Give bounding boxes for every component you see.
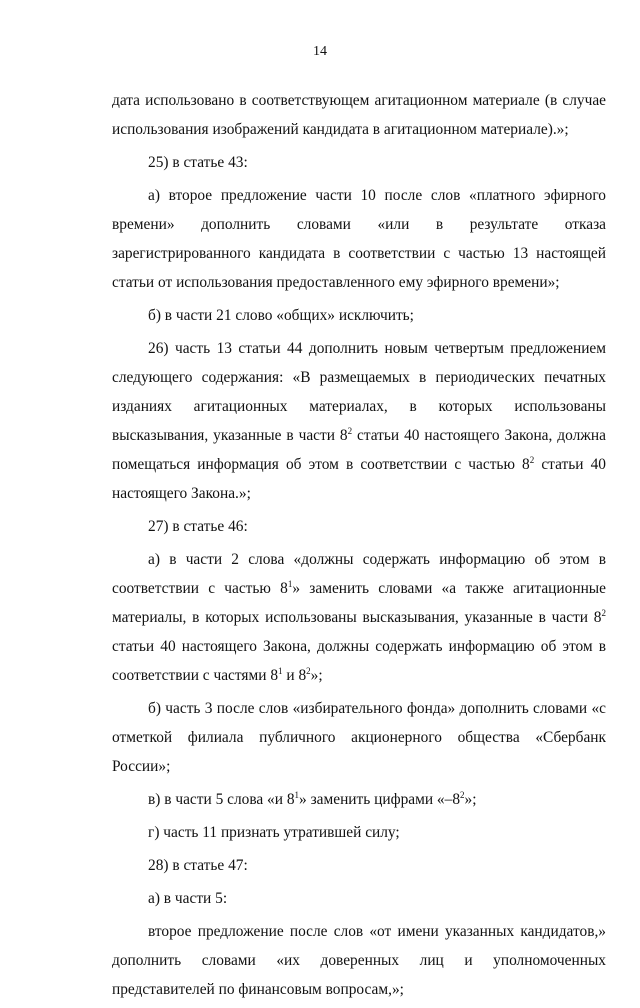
paragraph: г) часть 11 признать утратившей силу; bbox=[148, 824, 400, 841]
paragraph: 25) в статье 43: bbox=[148, 154, 248, 171]
paragraph: а) в части 5: bbox=[148, 890, 228, 907]
page-number: 14 bbox=[313, 44, 327, 59]
paragraph: в) в части 5 слова «и $8^1$» заменить цифрами «$-8^2$»; bbox=[148, 790, 477, 808]
document-body bbox=[112, 86, 606, 1008]
paragraph: второе предложение после слов «от имени указанных кандидатов,» дополнить словами «их доверенных лиц и уполномоченных представителей по финансовым вопросам,»; bbox=[112, 923, 606, 998]
paragraph: 27) в статье 46: bbox=[148, 518, 248, 535]
paragraph: дата использовано в соответствующем агитационном материале (в случае использования изображений кандидата в агитационном материале).»; bbox=[112, 92, 606, 138]
paragraph: а) в части 2 слова «должны содержать информацию об этом в соответствии с частью $8^1$» заменить словами «а также агитационные материалы, в которых использованы высказывания, указанные в части $8^2$ статьи 40 настоящего Закона, должны содержать информацию об этом в соответствии с частями $8^1$ и $8^2$»; bbox=[112, 551, 606, 684]
paragraph: 28) в статье 47: bbox=[148, 857, 248, 874]
paragraph: а) второе предложение части 10 после слов «платного эфирного времени» дополнить словами «или в результате отказа зарегистрированного кандидата в соответствии с частью 13 настоящей статьи от использования предоставленного ему эфирного времени»; bbox=[112, 187, 606, 291]
paragraph: б) часть 3 после слов «избирательного фонда» дополнить словами «с отметкой филиала публичного акционерного общества «Сбербанк России»; bbox=[112, 700, 606, 775]
paragraph: 26) часть 13 статьи 44 дополнить новым четвертым предложением следующего содержания: «В размещаемых в периодических печатных изданиях агитационных материалах, в которых использованы высказывания, указанные в части $8^2$ статьи 40 настоящего Закона, должна помещаться информация об этом в соответствии с частью $8^2$ статьи 40 настоящего Закона.»; bbox=[112, 340, 606, 502]
paragraph: б) в части 21 слово «общих» исключить; bbox=[148, 307, 414, 324]
